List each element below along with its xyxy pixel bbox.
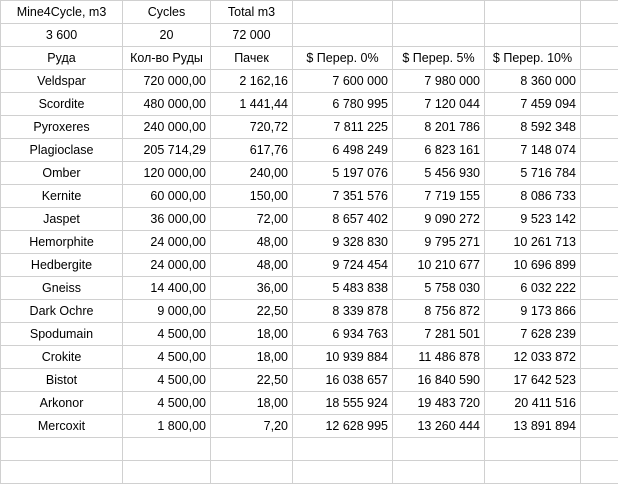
cell-price-5: 7 281 501 [393,323,485,346]
table-row [1,277,618,300]
empty-cell [581,300,618,323]
cell-ore-qty: 24 000,00 [123,231,211,254]
empty-cell [293,461,393,484]
cell-ore-name: Kernite [1,185,123,208]
summary-values-row [1,24,618,47]
cell-ore-name: Mercoxit [1,415,123,438]
cell-price-0: 8 657 402 [293,208,393,231]
cell-ore-name: Plagioclase [1,139,123,162]
empty-cell [485,24,581,47]
cell-ore-packs: 22,50 [211,369,293,392]
cell-price-0: 10 939 884 [293,346,393,369]
table-row [1,346,618,369]
cell-price-0: 18 555 924 [293,392,393,415]
cell-price-10: 9 523 142 [485,208,581,231]
cell-price-10: 13 891 894 [485,415,581,438]
cell-ore-packs: 22,50 [211,300,293,323]
cell-price-0: 9 328 830 [293,231,393,254]
cell-ore-packs: 1 441,44 [211,93,293,116]
cell-price-5: 9 795 271 [393,231,485,254]
cell-price-0: 12 628 995 [293,415,393,438]
empty-cell [393,1,485,24]
cell-price-10: 5 716 784 [485,162,581,185]
cell-price-5: 5 456 930 [393,162,485,185]
cell-price-10: 7 628 239 [485,323,581,346]
table-row [1,93,618,116]
empty-cell [393,461,485,484]
cell-ore-packs: 2 162,16 [211,70,293,93]
empty-cell [581,208,618,231]
cell-price-5: 8 756 872 [393,300,485,323]
cell-ore-qty: 205 714,29 [123,139,211,162]
cell-price-10: 12 033 872 [485,346,581,369]
empty-cell [393,24,485,47]
cell-mine4cycle-value: 3 600 [1,24,123,47]
column-header-qty: Кол-во Руды [123,47,211,70]
table-row [1,116,618,139]
empty-cell [581,231,618,254]
table-row [1,254,618,277]
column-header-packs: Пачек [211,47,293,70]
cell-price-10: 9 173 866 [485,300,581,323]
empty-cell [581,93,618,116]
cell-price-5: 7 980 000 [393,70,485,93]
empty-row [1,461,618,484]
column-header-price-0: $ Перер. 0% [293,47,393,70]
table-row [1,162,618,185]
cell-ore-packs: 720,72 [211,116,293,139]
empty-cell [581,185,618,208]
cell-ore-packs: 18,00 [211,346,293,369]
cell-price-10: 10 261 713 [485,231,581,254]
empty-cell [581,254,618,277]
cell-price-0: 6 498 249 [293,139,393,162]
empty-cell [581,415,618,438]
cell-ore-name: Veldspar [1,70,123,93]
cell-ore-qty: 60 000,00 [123,185,211,208]
cell-price-5: 6 823 161 [393,139,485,162]
cell-ore-packs: 48,00 [211,231,293,254]
empty-cell [581,277,618,300]
empty-cell [581,47,618,70]
cell-price-10: 8 592 348 [485,116,581,139]
table-row [1,139,618,162]
cell-ore-qty: 480 000,00 [123,93,211,116]
cell-price-5: 11 486 878 [393,346,485,369]
cell-price-5: 19 483 720 [393,392,485,415]
cell-ore-packs: 72,00 [211,208,293,231]
cell-ore-name: Pyroxeres [1,116,123,139]
empty-cell [485,1,581,24]
table-row [1,70,618,93]
cell-ore-qty: 4 500,00 [123,369,211,392]
cell-price-10: 6 032 222 [485,277,581,300]
cell-price-5: 9 090 272 [393,208,485,231]
cell-price-10: 17 642 523 [485,369,581,392]
empty-cell [1,461,123,484]
cell-ore-packs: 18,00 [211,323,293,346]
table-row [1,369,618,392]
cell-ore-packs: 150,00 [211,185,293,208]
cell-price-5: 7 719 155 [393,185,485,208]
cell-ore-name: Bistot [1,369,123,392]
cell-ore-name: Crokite [1,346,123,369]
cell-ore-name: Hedbergite [1,254,123,277]
cell-price-10: 20 411 516 [485,392,581,415]
column-header-price-10: $ Перер. 10% [485,47,581,70]
cell-price-0: 5 197 076 [293,162,393,185]
cell-ore-qty: 120 000,00 [123,162,211,185]
table-row [1,323,618,346]
cell-price-0: 7 351 576 [293,185,393,208]
cell-price-5: 7 120 044 [393,93,485,116]
cell-ore-qty: 4 500,00 [123,323,211,346]
column-header-price-5: $ Перер. 5% [393,47,485,70]
cell-price-5: 16 840 590 [393,369,485,392]
cell-price-10: 8 360 000 [485,70,581,93]
table-row [1,208,618,231]
cell-ore-qty: 9 000,00 [123,300,211,323]
cell-total-m3-value: 72 000 [211,24,293,47]
cell-ore-qty: 36 000,00 [123,208,211,231]
empty-cell [123,461,211,484]
table-row [1,392,618,415]
empty-cell [293,24,393,47]
cell-price-0: 6 934 763 [293,323,393,346]
table-header-row [1,47,618,70]
cell-ore-packs: 48,00 [211,254,293,277]
empty-cell [581,323,618,346]
cell-price-0: 5 483 838 [293,277,393,300]
table-row [1,300,618,323]
cell-ore-packs: 617,76 [211,139,293,162]
cell-cycles-label: Cycles [123,1,211,24]
empty-cell [581,70,618,93]
empty-cell [581,369,618,392]
cell-ore-qty: 720 000,00 [123,70,211,93]
cell-ore-name: Dark Ochre [1,300,123,323]
cell-ore-qty: 1 800,00 [123,415,211,438]
cell-ore-qty: 24 000,00 [123,254,211,277]
cell-ore-qty: 14 400,00 [123,277,211,300]
cell-ore-packs: 7,20 [211,415,293,438]
cell-price-5: 10 210 677 [393,254,485,277]
cell-price-0: 6 780 995 [293,93,393,116]
cell-ore-qty: 4 500,00 [123,392,211,415]
table-row [1,185,618,208]
cell-cycles-value: 20 [123,24,211,47]
empty-cell [581,1,618,24]
cell-price-0: 7 600 000 [293,70,393,93]
empty-cell [581,24,618,47]
summary-header-row [1,1,618,24]
cell-price-0: 8 339 878 [293,300,393,323]
cell-ore-name: Hemorphite [1,231,123,254]
empty-cell [293,1,393,24]
cell-price-5: 13 260 444 [393,415,485,438]
cell-ore-name: Jaspet [1,208,123,231]
cell-ore-packs: 240,00 [211,162,293,185]
cell-price-5: 5 758 030 [393,277,485,300]
table-row [1,415,618,438]
empty-cell [581,116,618,139]
column-header-ore: Руда [1,47,123,70]
cell-ore-packs: 36,00 [211,277,293,300]
cell-price-10: 7 148 074 [485,139,581,162]
cell-ore-name: Arkonor [1,392,123,415]
cell-ore-qty: 240 000,00 [123,116,211,139]
cell-price-0: 7 811 225 [293,116,393,139]
table-row [1,231,618,254]
empty-cell [581,461,618,484]
cell-price-5: 8 201 786 [393,116,485,139]
cell-ore-packs: 18,00 [211,392,293,415]
cell-ore-name: Spodumain [1,323,123,346]
cell-price-0: 9 724 454 [293,254,393,277]
empty-cell [485,461,581,484]
cell-price-10: 8 086 733 [485,185,581,208]
cell-mine4cycle-label: Mine4Cycle, m3 [1,1,123,24]
cell-ore-name: Omber [1,162,123,185]
cell-ore-name: Scordite [1,93,123,116]
empty-cell [581,392,618,415]
empty-cell [581,139,618,162]
empty-cell [211,461,293,484]
cell-ore-qty: 4 500,00 [123,346,211,369]
empty-cell [581,346,618,369]
cell-price-0: 16 038 657 [293,369,393,392]
cell-price-10: 7 459 094 [485,93,581,116]
empty-cell [581,162,618,185]
cell-price-10: 10 696 899 [485,254,581,277]
cell-ore-name: Gneiss [1,277,123,300]
cell-total-m3-label: Total m3 [211,1,293,24]
